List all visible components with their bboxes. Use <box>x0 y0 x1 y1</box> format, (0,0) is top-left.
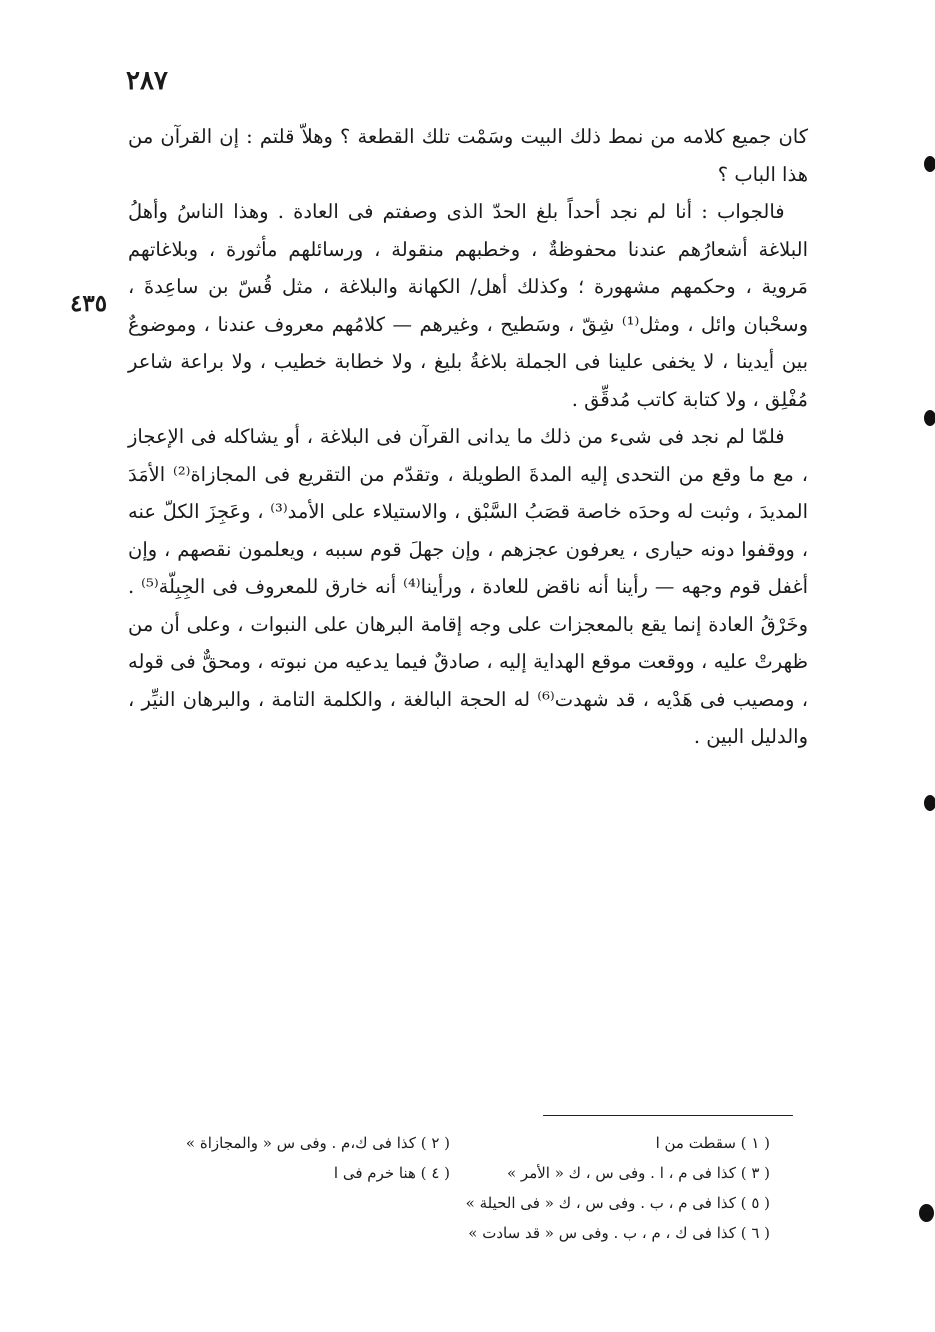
footnote-4: ( ٤ ) هنا خرم فى ا <box>333 1164 450 1182</box>
scan-margin-mark <box>924 410 935 426</box>
paragraph-1: كان جميع كلامه من نمط ذلك البيت وسَمْت تلك القطعة ؟ وهلاّ قلتم : إن القرآن من هذا الباب ؟ <box>128 125 808 186</box>
footnote-row <box>130 1158 770 1188</box>
footnote-row <box>130 1188 770 1218</box>
paragraph-3: فلمّا لم نجد فى شىء من ذلك ما يدانى القرآن فى البلاغة ، أو يشاكله فى الإعجاز ، مع ما وقع من التحدى إليه المدةَ الطويلة ، وتقدّم من التقريع فى المجازاة⁽²⁾ الأمَدَ المديدَ ، وثبت له وحدَه خاصة قصَبُ السَّبْق ، والاستيلاء على الأمد⁽³⁾ ، وعَجِزَ الكلّ عنه ، ووقفوا دونه حيارى ، يعرفون عجزهم ، وإن جهلَ قوم سببه ، ويعلمون نقصهم ، وإن أغفل قوم وجهه — رأينا أنه ناقض للعادة ، ورأينا⁽⁴⁾ أنه خارق للمعروف فى الجِبِلّة⁽⁵⁾ . وخَرْقُ العادة إنما يقع بالمعجزات على وجه إقامة البرهان على النبوات ، وعلى أن من ظهرتْ عليه ، ووقعت موقع الهداية إليه ، صادقٌ فيما يدعيه من نبوته ، ومحقٌّ فى قوله ، ومصيب فى هَدْيه ، قد شهدت⁽⁶⁾ له الحجة البالغة ، والكلمة التامة ، والبرهان النيِّر ، والدليل البين . <box>128 425 808 748</box>
footnote-row <box>130 1128 770 1158</box>
footnote-divider <box>543 1115 793 1116</box>
main-text <box>128 118 808 756</box>
page-number: ٢٨٧ <box>126 66 168 96</box>
footnote-5: ( ٥ ) كذا فى م ، ب . وفى س ، ك « فى الحيلة » <box>465 1194 770 1212</box>
scan-margin-mark <box>924 156 935 172</box>
footnotes <box>130 1128 770 1248</box>
paragraph-2: فالجواب : أنا لم نجد أحداً بلغ الحدّ الذى وصفتم فى العادة . وهذا الناسُ وأهلُ البلاغة أشعارُهم عندنا محفوظةٌ ، وخطبهم منقولة ، ورسائلهم مأثورة ، وبلاغاتهم مَروية ، وحكمهم مشهورة ؛ وكذلك أهل/ الكهانة والبلاغة ، مثل قُسّ بن ساعِدةَ ، وسحْبان وائل ، ومثل⁽¹⁾ شِقّ ، وسَطيح ، وغيرهم — كلامُهم معروف عندنا ، وموضوعٌ بين أيدينا ، لا يخفى علينا فى الجملة بلاغةُ بليغ ، ولا خطابة خطيب ، ولا براعة شاعر مُفْلِق ، ولا كتابة كاتب مُدقِّق . <box>128 200 808 411</box>
footnote-1: ( ١ ) سقطت من ا <box>655 1134 770 1152</box>
footnote-6: ( ٦ ) كذا فى ك ، م ، ب . وفى س « قد سادت » <box>468 1224 770 1242</box>
footnote-row <box>130 1218 770 1248</box>
footnote-3: ( ٣ ) كذا فى م ، ا . وفى س ، ك « الأمر » <box>506 1164 770 1182</box>
scan-margin-mark <box>924 795 935 811</box>
footnote-2: ( ٢ ) كذا فى ك،م . وفى س « والمجازاة » <box>185 1134 450 1152</box>
scan-margin-mark <box>919 1204 934 1222</box>
margin-page-reference: ٤٣٥ <box>70 290 108 317</box>
